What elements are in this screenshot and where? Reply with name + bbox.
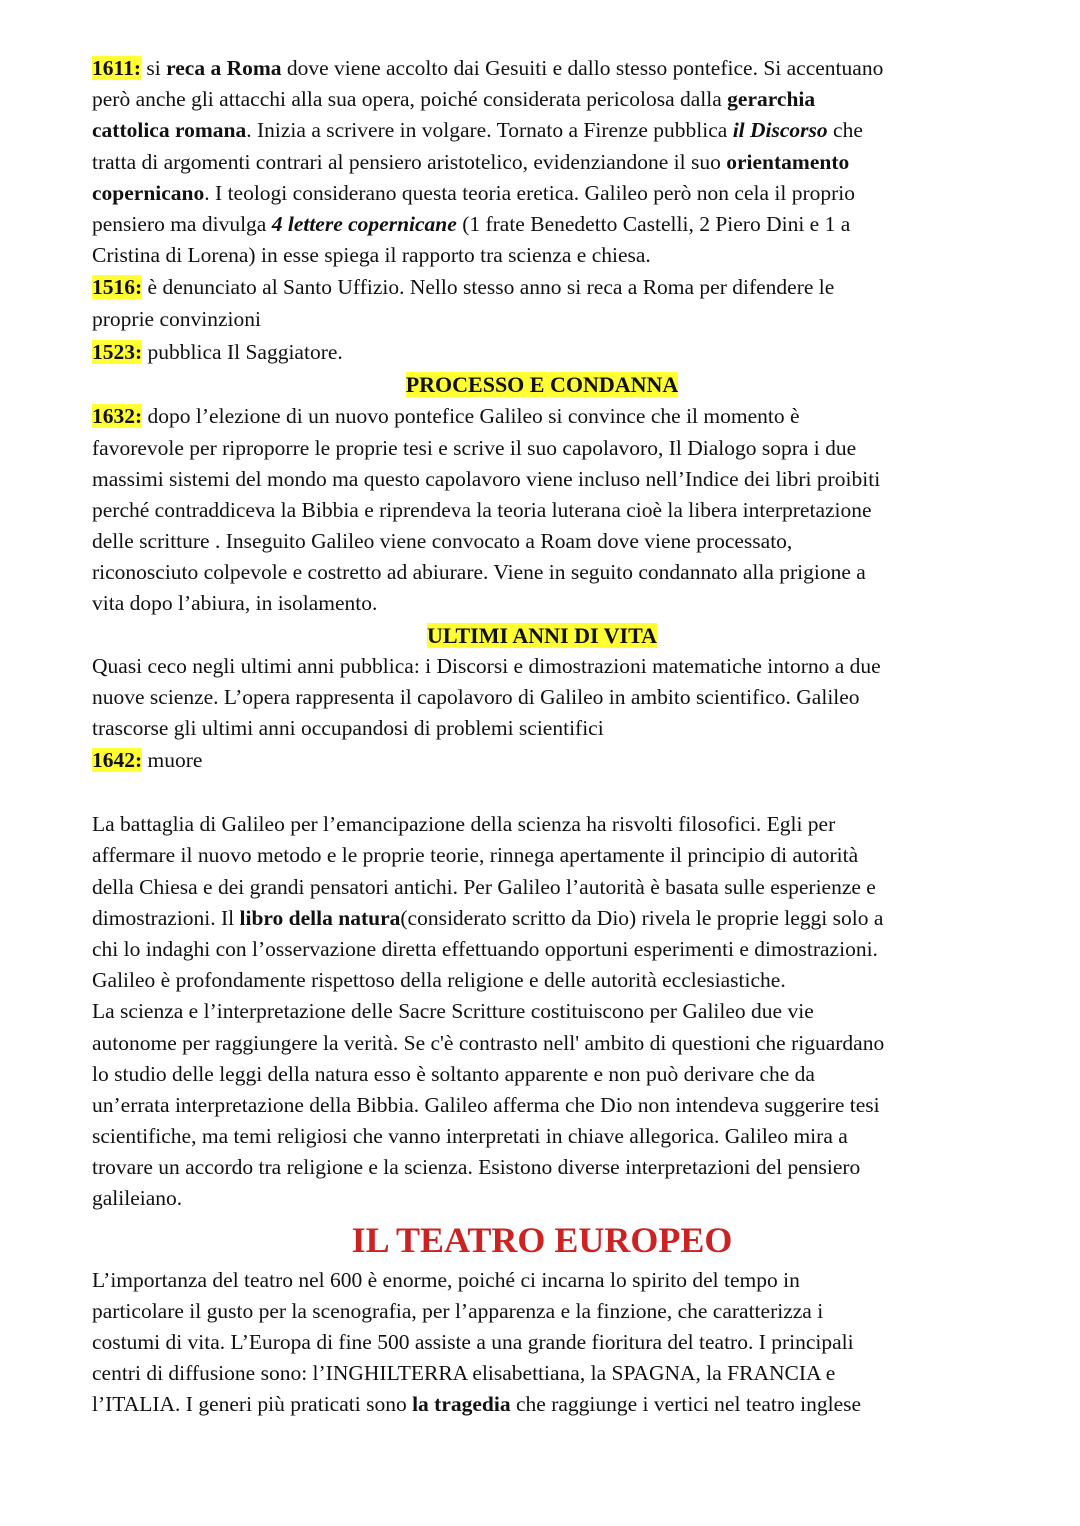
text-line xyxy=(92,271,992,304)
text: (1 frate Benedetto Castelli, 2 Piero Dini e 1 a xyxy=(456,211,851,236)
text: che xyxy=(827,118,863,143)
paragraph-1523 xyxy=(92,336,992,369)
heading-text: ULTIMI ANNI DI VITA xyxy=(426,622,658,648)
paragraph-1611 xyxy=(92,53,992,271)
year-label: 1516: xyxy=(92,275,143,300)
section-heading-ultimi-anni xyxy=(92,620,992,651)
text-line: Quasi ceco negli ultimi anni pubblica: i Discorsi e dimostrazioni matematiche intorno a due xyxy=(92,653,881,678)
text-line: chi lo indaghi con l’osservazione diretta effettuando opportuni esperimenti e dimostrazioni. xyxy=(92,936,878,961)
paragraph-scienza xyxy=(92,996,992,1214)
section-heading-teatro-europeo: IL TEATRO EUROPEO xyxy=(351,1219,733,1260)
text: muore xyxy=(142,748,203,773)
text-line: galileiano. xyxy=(92,1186,183,1211)
text: pensiero ma divulga xyxy=(92,211,272,236)
text-line: nuove scienze. L’opera rappresenta il capolavoro di Galileo in ambito scientifico. Galileo xyxy=(92,684,860,709)
text-line: vita dopo l’abiura, in isolamento. xyxy=(92,591,378,616)
section-heading-processo xyxy=(92,369,992,400)
paragraph-1632 xyxy=(92,400,992,620)
text: si xyxy=(140,56,167,80)
text-line: delle scritture . Inseguito Galileo viene convocato a Roam dove viene processato, xyxy=(92,529,793,554)
blank-line xyxy=(92,777,992,809)
text: . Inizia a scrivere in volgare. Tornato a Firenze pubblica xyxy=(246,118,733,143)
text-line: trascorse gli ultimi anni occupandosi di problemi scientifici xyxy=(92,716,604,740)
text-line: un’errata interpretazione della Bibbia. Galileo afferma che Dio non intendeva suggerire tesi xyxy=(92,1092,880,1117)
text-line xyxy=(92,209,992,240)
text-line: trovare un accordo tra religione e la scienza. Esistono diverse interpretazioni del pensiero xyxy=(92,1155,861,1180)
text-line xyxy=(92,147,992,178)
text: però anche gli attacchi alla sua opera, poiché considerata pericolosa dalla xyxy=(92,87,728,112)
document-page xyxy=(92,53,992,1421)
text: . I teologi considerano questa teoria eretica. Galileo però non cela il proprio xyxy=(204,180,856,205)
year-label: 1611: xyxy=(92,56,141,80)
text: (considerato scritto da Dio) rivela le proprie leggi solo a xyxy=(400,905,884,930)
bold-text: gerarchia xyxy=(727,87,816,112)
paragraph-1516 xyxy=(92,271,992,335)
text-line xyxy=(92,744,992,777)
text: dimostrazioni. Il xyxy=(92,905,240,930)
text-line xyxy=(92,1389,992,1420)
year-label: 1642: xyxy=(92,748,143,773)
text-line: Cristina di Lorena) in esse spiega il rapporto tra scienza e chiesa. xyxy=(92,243,651,268)
text-line: La battaglia di Galileo per l’emancipazione della scienza ha risvolti filosofici. Egli per xyxy=(92,812,836,837)
text: dove viene accolto dai Gesuiti e dallo stesso pontefice. Si accentuano xyxy=(281,56,884,80)
bold-text: la tragedia xyxy=(412,1392,511,1417)
text-line: massimi sistemi del mondo ma questo capolavoro viene incluso nell’Indice dei libri proibiti xyxy=(92,466,881,491)
paragraph-battaglia xyxy=(92,809,992,996)
text-line: scientifiche, ma temi religiosi che vanno interpretati in chiave allegorica. Galileo mira a xyxy=(92,1124,848,1149)
text-line: perché contraddiceva la Bibbia e riprendeva la teoria luterana cioè la libera interpretazione xyxy=(92,497,872,522)
text-line: proprie convinzioni xyxy=(92,307,261,332)
text: l’ITALIA. I generi più praticati sono xyxy=(92,1392,413,1417)
text-line xyxy=(92,115,992,146)
text-line xyxy=(92,53,992,84)
text-line: particolare il gusto per la scenografia, per l’apparenza e la finzione, che caratterizza i xyxy=(92,1298,824,1323)
text-line: Galileo è profondamente rispettoso della religione e delle autorità ecclesiastiche. xyxy=(92,968,786,993)
text: pubblica Il Saggiatore. xyxy=(142,339,343,364)
text-line xyxy=(92,84,992,115)
text-line: della Chiesa e dei grandi pensatori antichi. Per Galileo l’autorità è basata sulle esperienze e xyxy=(92,874,876,899)
text: tratta di argomenti contrari al pensiero aristotelico, evidenziandone il suo xyxy=(92,149,727,174)
paragraph-teatro xyxy=(92,1265,992,1421)
year-label: 1523: xyxy=(92,339,143,364)
text-line: lo studio delle leggi della natura esso è soltanto apparente e non può derivare che da xyxy=(92,1061,815,1086)
text-line: autonome per raggiungere la verità. Se c'è contrasto nell' ambito di questioni che riguardano xyxy=(92,1030,885,1055)
heading-text: PROCESSO E CONDANNA xyxy=(405,371,679,397)
bold-text: orientamento xyxy=(726,149,850,174)
year-label: 1632: xyxy=(92,403,143,428)
text-line: La scienza e l’interpretazione delle Sacre Scritture costituiscono per Galileo due vie xyxy=(92,999,814,1024)
bold-text: reca a Roma xyxy=(166,56,282,80)
text-line: costumi di vita. L’Europa di fine 500 assiste a una grande fioritura del teatro. I principali xyxy=(92,1330,854,1354)
text-line: affermare il nuovo metodo e le proprie teorie, rinnega apertamente il principio di autorità xyxy=(92,843,859,868)
bold-text: copernicano xyxy=(92,180,205,205)
text-line xyxy=(92,336,992,369)
bold-italic-text: 4 lettere copernicane xyxy=(271,211,457,236)
text: dopo l’elezione di un nuovo pontefice Galileo si convince che il momento è xyxy=(142,403,800,428)
text-line: centri di diffusione sono: l’INGHILTERRA elisabettiana, la SPAGNA, la FRANCIA e xyxy=(92,1361,836,1386)
text-line xyxy=(92,178,992,209)
text-line xyxy=(92,400,992,433)
text-line xyxy=(92,903,992,934)
bold-text: cattolica romana xyxy=(92,118,247,143)
text-line: favorevole per riproporre le proprie tesi e scrive il suo capolavoro, Il Dialogo sopra i due xyxy=(92,435,857,460)
bold-text: libro della natura xyxy=(239,905,401,930)
text: che raggiunge i vertici nel teatro inglese xyxy=(510,1392,862,1417)
text-line: L’importanza del teatro nel 600 è enorme, poiché ci incarna lo spirito del tempo in xyxy=(92,1267,800,1292)
paragraph-1642 xyxy=(92,744,992,777)
text-line: riconosciuto colpevole e costretto ad abiurare. Viene in seguito condannato alla prigione a xyxy=(92,560,866,585)
text: è denunciato al Santo Uffizio. Nello stesso anno si reca a Roma per difendere le xyxy=(142,275,835,300)
paragraph-ultimi-anni xyxy=(92,651,992,745)
bold-italic-text: il Discorso xyxy=(732,118,828,143)
